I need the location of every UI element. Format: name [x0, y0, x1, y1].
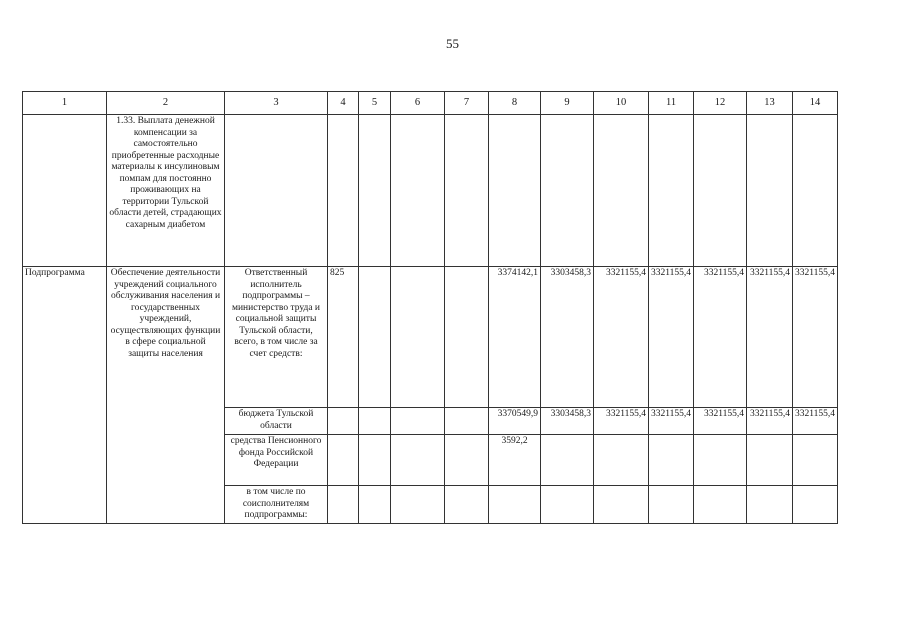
table-cell — [489, 486, 541, 524]
table-cell — [328, 115, 359, 267]
table-cell — [359, 408, 391, 435]
column-header: 6 — [391, 92, 445, 115]
table-cell — [747, 115, 793, 267]
table-cell — [445, 435, 489, 486]
table-cell — [594, 486, 649, 524]
table-cell — [225, 115, 328, 267]
amount-cell: 3303458,3 — [541, 408, 594, 435]
amount-cell: 3321155,4 — [747, 408, 793, 435]
table-cell — [359, 486, 391, 524]
column-header: 9 — [541, 92, 594, 115]
amount-cell — [594, 435, 649, 486]
table-cell — [649, 115, 694, 267]
amount-cell — [793, 435, 838, 486]
table-cell — [359, 115, 391, 267]
table-row — [23, 267, 838, 408]
amount-cell: 3592,2 — [489, 435, 541, 486]
amount-cell: 3374142,1 — [489, 267, 541, 408]
budget-table — [22, 91, 838, 524]
table-cell — [747, 486, 793, 524]
amount-cell: 3321155,4 — [793, 267, 838, 408]
amount-cell: 3321155,4 — [594, 408, 649, 435]
page-number: 55 — [446, 36, 459, 51]
amount-cell: 3321155,4 — [747, 267, 793, 408]
table-cell — [359, 435, 391, 486]
column-header: 7 — [445, 92, 489, 115]
column-header: 10 — [594, 92, 649, 115]
table-cell — [793, 115, 838, 267]
table-cell — [793, 486, 838, 524]
subprogram-name: Обеспечение деятельности учреждений социального обслуживания населения и государственных учреждений, осуществляющих функции в сфере социальной защиты населения — [107, 267, 225, 524]
table-cell — [541, 115, 594, 267]
table-cell — [594, 115, 649, 267]
column-header: 2 — [107, 92, 225, 115]
amount-cell: 3321155,4 — [694, 267, 747, 408]
funding-source: средства Пенсионного фонда Российской Федерации — [225, 435, 328, 486]
column-header: 4 — [328, 92, 359, 115]
amount-cell — [649, 435, 694, 486]
column-number-row — [23, 92, 838, 115]
column-header: 14 — [793, 92, 838, 115]
amount-cell: 3321155,4 — [594, 267, 649, 408]
column-header: 1 — [23, 92, 107, 115]
table-cell — [541, 486, 594, 524]
table-cell — [391, 267, 445, 408]
amount-cell: 3321155,4 — [649, 267, 694, 408]
table-cell — [391, 435, 445, 486]
subprogram-type: Подпрограмма — [23, 267, 107, 524]
amount-cell: 3321155,4 — [793, 408, 838, 435]
table-cell — [445, 486, 489, 524]
table-cell — [694, 486, 747, 524]
table-cell — [489, 115, 541, 267]
table-cell — [445, 115, 489, 267]
column-header: 5 — [359, 92, 391, 115]
column-header: 12 — [694, 92, 747, 115]
table-cell — [445, 267, 489, 408]
table-cell — [359, 267, 391, 408]
amount-cell: 3321155,4 — [694, 408, 747, 435]
table-cell — [391, 408, 445, 435]
measure-description: 1.33. Выплата денежной компенсации за самостоятельно приобретенные расходные материалы к инсулиновым помпам для постоянно проживающих на территории Тульской области детей, страдающих сахарным диабетом — [107, 115, 225, 267]
funding-source: бюджета Тульской области — [225, 408, 328, 435]
table-cell — [649, 486, 694, 524]
table-cell — [391, 115, 445, 267]
table-cell — [328, 435, 359, 486]
table-cell — [694, 115, 747, 267]
table-cell: 825 — [328, 267, 359, 408]
amount-cell: 3370549,9 — [489, 408, 541, 435]
table-cell — [23, 115, 107, 267]
amount-cell: 3303458,3 — [541, 267, 594, 408]
amount-cell: 3321155,4 — [649, 408, 694, 435]
amount-cell — [694, 435, 747, 486]
table-row — [23, 115, 838, 267]
column-header: 11 — [649, 92, 694, 115]
table-cell — [328, 408, 359, 435]
table-cell — [445, 408, 489, 435]
column-header: 3 — [225, 92, 328, 115]
table-cell — [391, 486, 445, 524]
column-header: 13 — [747, 92, 793, 115]
column-header: 8 — [489, 92, 541, 115]
amount-cell — [747, 435, 793, 486]
funding-source: в том числе по соисполнителям подпрограммы: — [225, 486, 328, 524]
amount-cell — [541, 435, 594, 486]
table-cell — [328, 486, 359, 524]
funding-source: Ответственный исполнитель подпрограммы – министерство труда и социальной защиты Тульской области, всего, в том числе за счет средств: — [225, 267, 328, 408]
